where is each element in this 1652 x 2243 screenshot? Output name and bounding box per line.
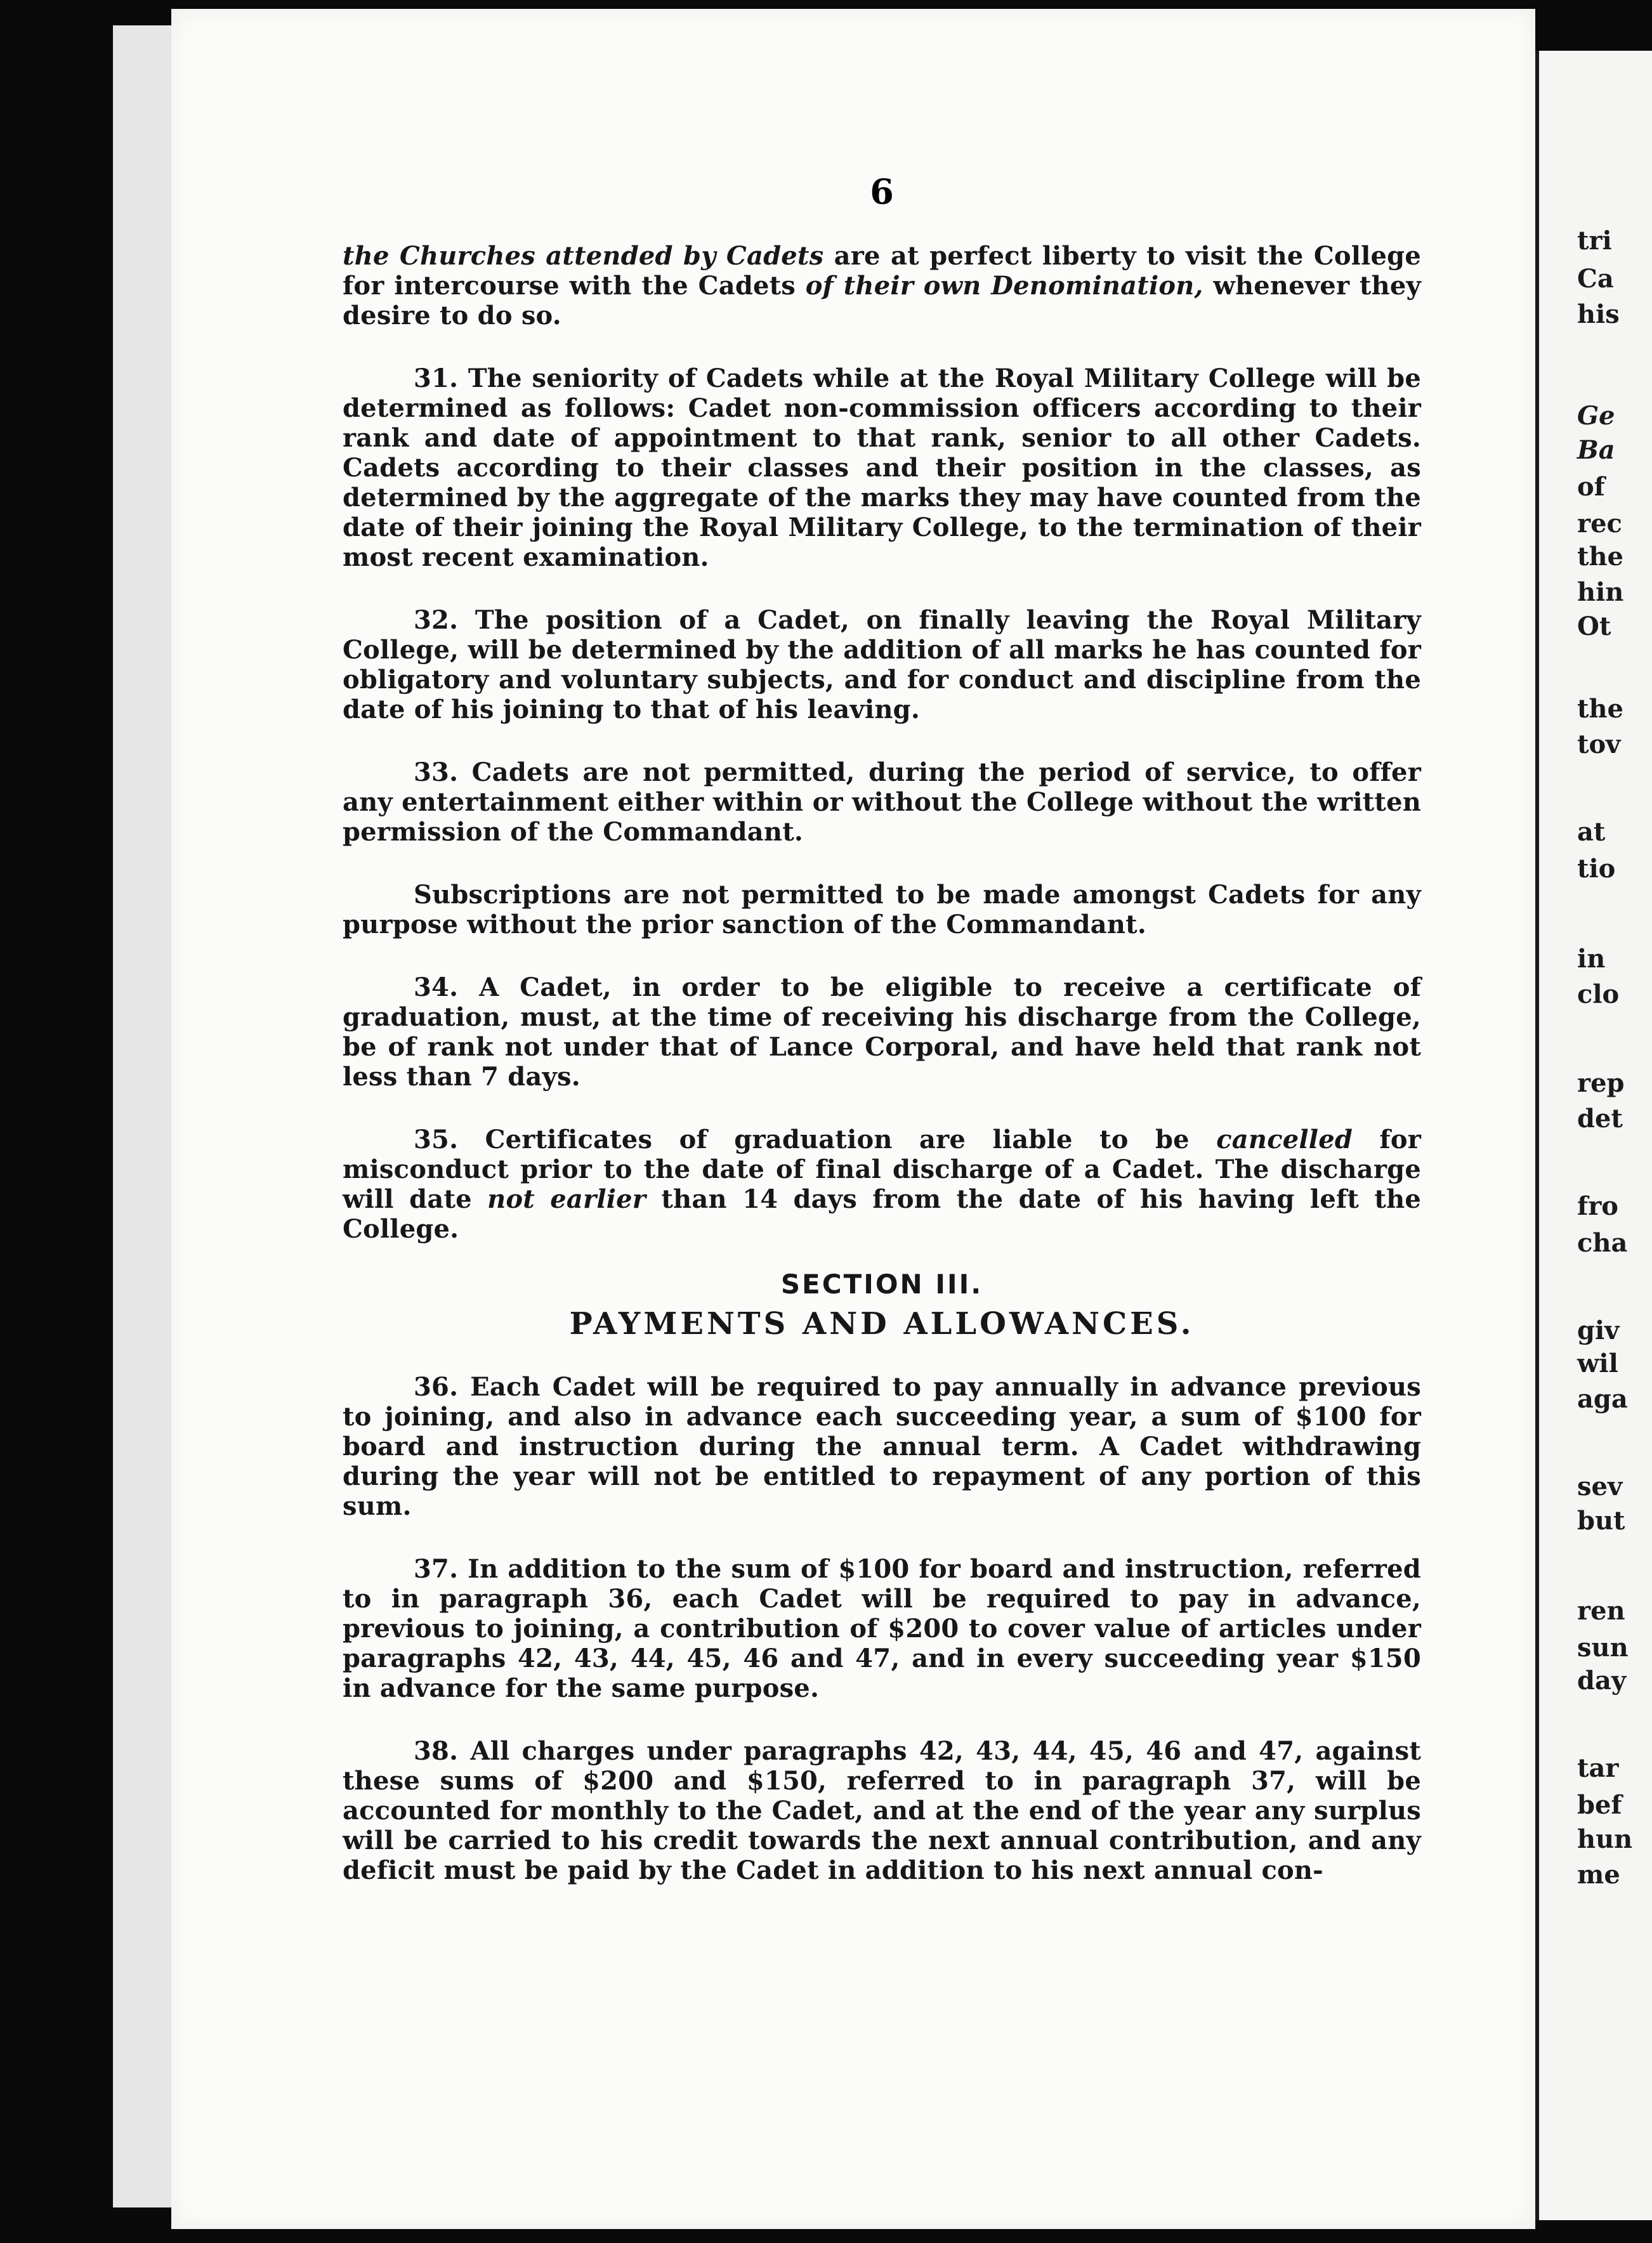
section-label: SECTION III. [780,1269,983,1300]
paragraph-list [343,241,1421,1244]
italic-phrase: of their own Denomination, [805,271,1203,301]
paragraph-number: 34. [414,972,480,1002]
paragraph [343,241,1421,330]
facing-page-fragment: hun [1577,1824,1633,1854]
facing-page-fragment: day [1577,1666,1627,1696]
text-run: Certificates of graduation are liable to be [485,1125,1217,1154]
paragraph-number: 32. [414,605,475,635]
facing-page-fragment: wil [1577,1349,1618,1378]
paragraph-number: 35. [414,1125,485,1154]
facing-page-fragment: giv [1577,1316,1620,1345]
text-run: The seniority of Cadets while at the Royal Military College will be determined as follows: Cadet non-commission officers according to their rank and date of appointment to that rank, senior to all other Cadets. Cadets according to their classes and their position in the classes, as determined by the aggregate of the marks they may have counted from the date of their joining the Royal Military College, to the termination of their most recent examination. [343,363,1421,572]
facing-page-fragment: sun [1577,1633,1629,1663]
paragraph [343,1125,1421,1244]
facing-page-fragment: ren [1577,1596,1625,1626]
text-run: Subscriptions are not permitted to be made amongst Cadets for any purpose without the prior sanction of the Commandant. [343,880,1421,939]
paragraph-number: 37. [414,1554,468,1584]
text-run: The position of a Cadet, on finally leaving the Royal Military College, will be determined by the addition of all marks he has counted for obligatory and voluntary subjects, and for conduct and discipline from the date of his joining to that of his leaving. [343,605,1421,724]
facing-page-fragment: fro [1577,1191,1618,1221]
facing-page-fragment: tri [1577,226,1612,256]
text-run: are at perfect liberty to visit the College for intercourse with the Cadets [343,241,1421,301]
text-run: Cadets are not permitted, during the period of service, to offer any entertainment either within or without the College without the written permission of the Commandant. [343,757,1421,847]
section-paragraph-list [343,1372,1421,1885]
facing-page-fragment: tio [1577,854,1616,884]
paragraph [343,1736,1421,1885]
paragraph-number: 31. [414,363,468,393]
text-run: whenever they desire to do so. [343,271,1421,330]
facing-page-fragment: tar [1577,1753,1619,1783]
italic-phrase: not earlier [487,1184,646,1214]
paragraph [343,605,1421,724]
paragraph-number: 38. [414,1736,471,1766]
facing-page-fragment: det [1577,1104,1623,1134]
text-run: for misconduct prior to the date of final discharge of a Cadet. The discharge will date [343,1125,1422,1214]
section-title: PAYMENTS AND ALLOWANCES. [569,1306,1195,1342]
facing-page-fragment: Ge [1577,401,1615,431]
facing-page-fragment: sev [1577,1472,1623,1501]
page-number: 6 [870,171,894,212]
text-run: In addition to the sum of $100 for board and instruction, referred to in paragraph 36, each Cadet will be required to pay in advance, previous to joining, a contribution of $200 to cover value of articles under paragraphs 42, 43, 44, 45, 46 and 47, and in every succeeding year $150 in advance for the same purpose. [343,1554,1421,1703]
facing-page-fragment: of [1577,472,1605,502]
facing-page-fragment: tov [1577,729,1621,759]
page-body [343,216,1421,1885]
facing-page-fragment: Ba [1577,435,1615,465]
text-run: than 14 days from the date of his having left the College. [343,1184,1421,1244]
facing-page-fragment: in [1577,944,1606,974]
facing-page-fragment: aga [1577,1384,1628,1414]
facing-page-fragment: at [1577,817,1606,847]
facing-page-fragment: hin [1577,577,1624,607]
facing-page-fragment: bef [1577,1790,1622,1820]
paragraph-number: 36. [414,1372,471,1402]
paragraph-number: 33. [414,757,472,787]
facing-page-fragment: cha [1577,1228,1628,1258]
paragraph [343,757,1421,847]
paragraph [343,880,1421,939]
text-run: Each Cadet will be required to pay annually in advance previous to joining, and also in advance each succeeding year, a sum of $100 for board and instruction during the annual term. A Cadet withdrawing during the year will not be entitled to repayment of any portion of this sum. [343,1372,1421,1521]
text-run: All charges under paragraphs 42, 43, 44, 45, 46 and 47, against these sums of $200 and $150, referred to in paragraph 37, will be accounted for monthly to the Cadet, and at the end of the year any surplus will be carried to his credit towards the next annual contribution, and any deficit must be paid by the Cadet in addition to his next annual con- [343,1736,1421,1885]
facing-page-fragment: rep [1577,1068,1625,1098]
facing-page-fragment: but [1577,1506,1625,1536]
paragraph [343,1554,1421,1703]
facing-page-fragment: Ot [1577,611,1611,641]
facing-page-fragment: rec [1577,509,1622,539]
text-run: A Cadet, in order to be eligible to receive a certificate of graduation, must, at the time of receiving his discharge from the College, be of rank not under that of Lance Corporal, and have held that rank not less than 7 days. [343,972,1421,1092]
facing-page-fragment: me [1577,1860,1620,1890]
facing-page-fragment: the [1577,542,1624,572]
facing-page [1535,51,1652,2220]
facing-page-fragment: clo [1577,979,1620,1009]
italic-phrase: the Churches attended by Cadets [343,241,824,271]
facing-page-fragment: Ca [1577,264,1614,294]
italic-phrase: cancelled [1216,1125,1353,1154]
paragraph [343,972,1421,1092]
facing-page-fragment: his [1577,299,1620,329]
paragraph [343,363,1421,572]
facing-page-fragment: the [1577,694,1624,724]
paragraph [343,1372,1421,1521]
